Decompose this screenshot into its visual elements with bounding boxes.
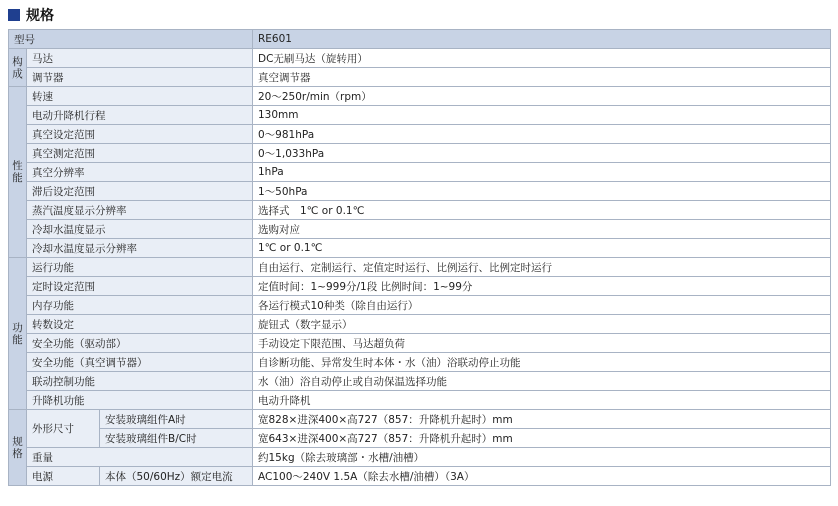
spec-table [8,29,831,486]
row-label: 转数设定 [27,315,253,334]
row-label: 真空分辨率 [27,163,253,182]
row-label: 升降机功能 [27,391,253,410]
row-label: 真空测定范围 [27,144,253,163]
dimensions-label: 外形尺寸 [27,410,100,448]
row-value: 1hPa [253,163,831,182]
row-value: 自诊断功能、异常发生时本体・水（油）浴联动停止功能 [253,353,831,372]
row-label: 真空设定范围 [27,125,253,144]
row-value: 宽643×进深400×高727（857：升降机升起时）mm [253,429,831,448]
table-row [9,220,831,239]
table-row [9,391,831,410]
row-label: 运行功能 [27,258,253,277]
row-value: 定值时间：1~999分/1段 比例时间：1~99分 [253,277,831,296]
section-heading [8,6,54,24]
table-row [9,277,831,296]
table-row [9,334,831,353]
weight-value: 约15kg（除去玻璃部・水槽/油槽） [253,448,831,467]
row-value: 0～981hPa [253,125,831,144]
table-row [9,87,831,106]
power-label: 电源 [27,467,100,486]
table-row [9,201,831,220]
table-row [9,144,831,163]
row-value: DC无刷马达（旋转用） [253,49,831,68]
section-title: 规格 [26,8,54,24]
row-value: 真空调节器 [253,68,831,87]
row-value: 选购对应 [253,220,831,239]
row-label: 冷却水温度显示 [27,220,253,239]
table-row [9,163,831,182]
row-sublabel: 安装玻璃组件A时 [100,410,253,429]
row-value: 20～250r/min（rpm） [253,87,831,106]
table-row [9,106,831,125]
weight-label: 重量 [27,448,253,467]
row-label: 蒸汽温度显示分辨率 [27,201,253,220]
row-label: 联动控制功能 [27,372,253,391]
table-row [9,372,831,391]
row-label: 定时设定范围 [27,277,253,296]
table-row [9,68,831,87]
row-value: 宽828×进深400×高727（857：升降机升起时）mm [253,410,831,429]
table-row [9,429,831,448]
table-row [9,296,831,315]
power-sublabel: 本体（50/60Hz）额定电流 [100,467,253,486]
table-row [9,353,831,372]
row-label: 转速 [27,87,253,106]
table-row [9,49,831,68]
row-label: 马达 [27,49,253,68]
power-value: AC100～240V 1.5A（除去水槽/油槽）（3A） [253,467,831,486]
model-label: 型号 [9,30,253,49]
row-label: 内存功能 [27,296,253,315]
table-row [9,182,831,201]
row-value: 130mm [253,106,831,125]
row-value: 1～50hPa [253,182,831,201]
category-composition: 构 成 [9,49,27,87]
row-value: 旋钮式（数字显示） [253,315,831,334]
row-label: 安全功能（驱动部） [27,334,253,353]
row-value: 水（油）浴自动停止或自动保温选择功能 [253,372,831,391]
row-label: 安全功能（真空调节器） [27,353,253,372]
table-row [9,315,831,334]
table-row [9,410,831,429]
row-value: 0～1,033hPa [253,144,831,163]
row-label: 滞后设定范围 [27,182,253,201]
model-value: RE601 [253,30,831,49]
table-row [9,239,831,258]
table-row [9,258,831,277]
row-value: 选择式 1℃ or 0.1℃ [253,201,831,220]
category-performance: 性 能 [9,87,27,258]
heading-square-icon [8,9,20,21]
table-row [9,448,831,467]
table-row [9,125,831,144]
row-value: 各运行模式10种类（除自由运行） [253,296,831,315]
category-specification: 规 格 [9,410,27,486]
row-value: 1℃ or 0.1℃ [253,239,831,258]
row-label: 调节器 [27,68,253,87]
row-label: 电动升降机行程 [27,106,253,125]
category-function: 功 能 [9,258,27,410]
row-value: 电动升降机 [253,391,831,410]
row-value: 手动设定下限范围、马达超负荷 [253,334,831,353]
row-label: 冷却水温度显示分辨率 [27,239,253,258]
table-row [9,467,831,486]
model-row [9,30,831,49]
row-sublabel: 安装玻璃组件B/C时 [100,429,253,448]
row-value: 自由运行、定制运行、定值定时运行、比例运行、比例定时运行 [253,258,831,277]
